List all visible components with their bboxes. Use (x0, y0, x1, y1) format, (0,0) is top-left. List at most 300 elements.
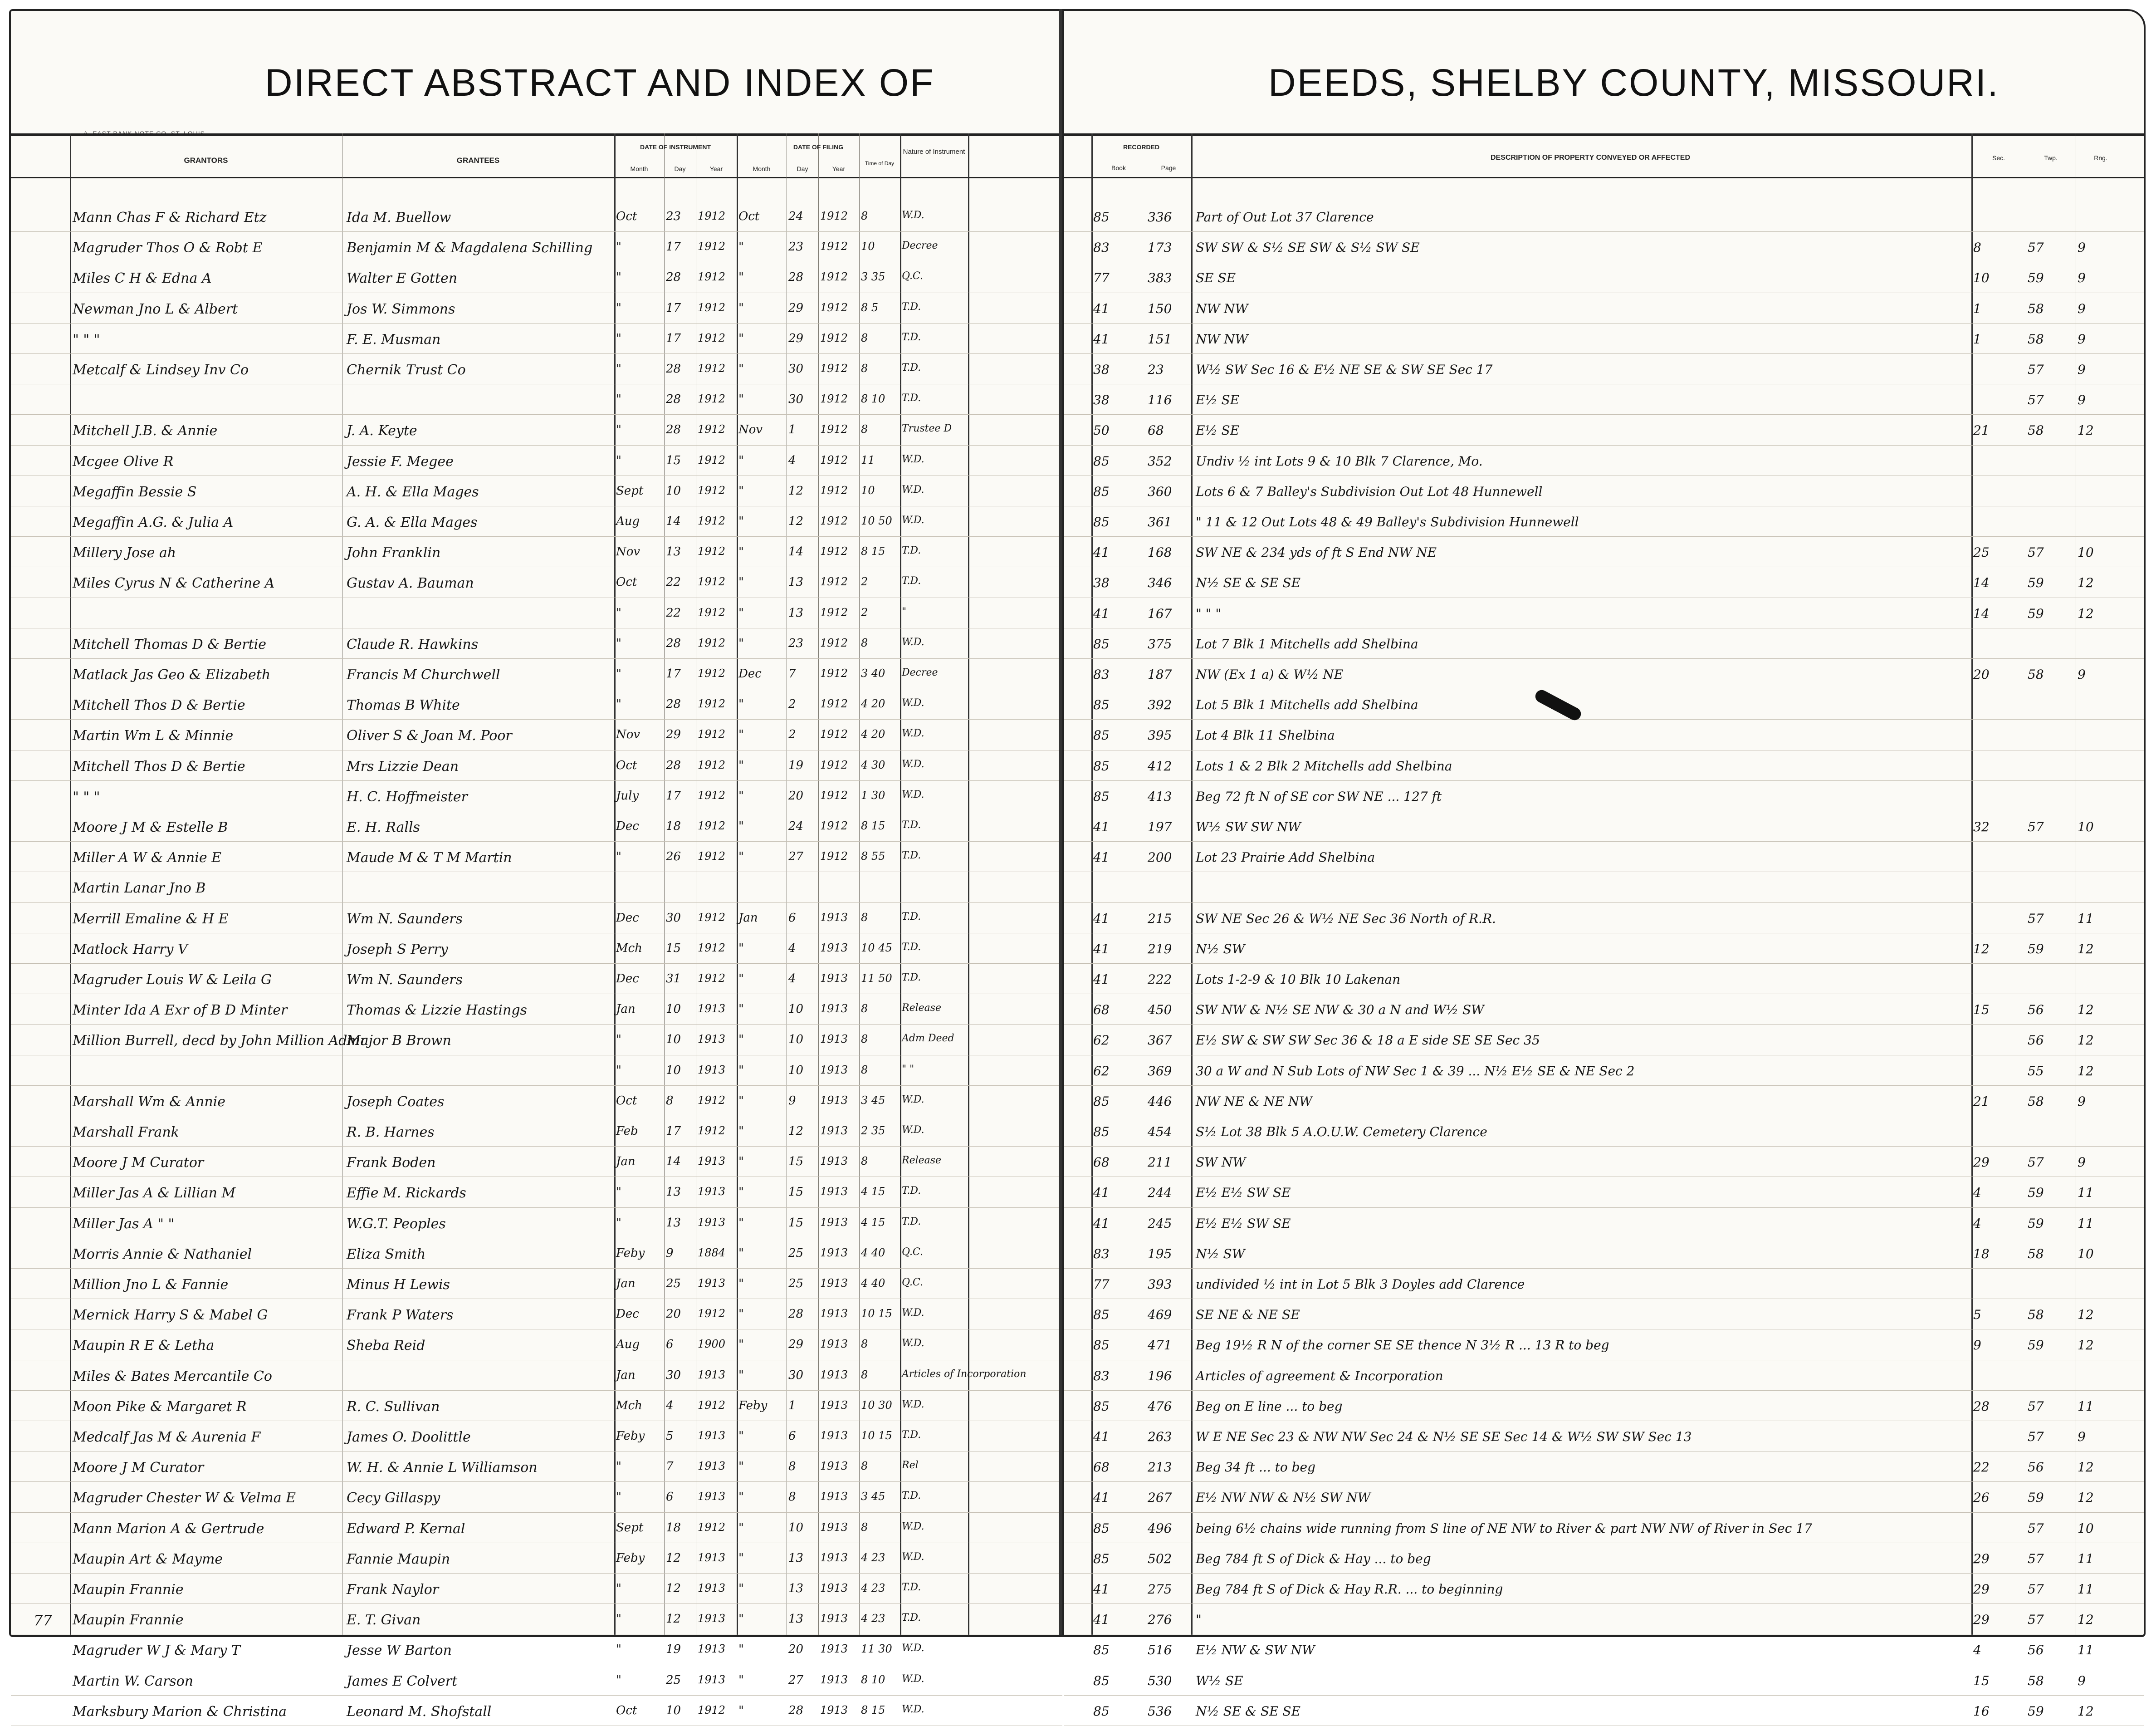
description-cell: E½ SE (1196, 423, 1240, 438)
book-cell: 62 (1093, 1033, 1110, 1048)
page-cell: 200 (1148, 850, 1172, 865)
twp-cell: 57 (2028, 545, 2044, 560)
filing-day-cell: 8 (788, 1460, 796, 1474)
twp-cell: 59 (2028, 270, 2044, 286)
filing-year-cell: 1913 (820, 1368, 848, 1381)
sec-cell: 32 (1973, 819, 1990, 834)
filing-month-cell: " (738, 331, 744, 345)
sec-cell: 26 (1973, 1490, 1990, 1505)
twp-cell: 57 (2028, 1429, 2044, 1444)
page-cell: 412 (1148, 758, 1172, 774)
filing-month-cell: " (738, 728, 744, 742)
ledger-row (1064, 598, 2144, 628)
instrument-day-cell: 28 (666, 636, 681, 650)
filing-time-cell: 4 20 (861, 697, 885, 711)
nature-cell: T.D. (902, 1582, 921, 1593)
sec-cell: 21 (1973, 423, 1990, 438)
instrument-year-cell: 1912 (698, 545, 726, 558)
instrument-day-cell: 8 (666, 1093, 674, 1108)
instrument-day-cell: 15 (666, 453, 681, 467)
filing-month-cell: " (738, 453, 744, 467)
filing-month-cell: " (738, 1429, 744, 1443)
nature-cell: W.D. (902, 210, 924, 221)
sec-cell: 29 (1973, 1612, 1990, 1628)
ledger-row (11, 1025, 1062, 1055)
page-cell: 471 (1148, 1338, 1172, 1353)
grantee-cell: F. E. Musman (347, 331, 441, 348)
book-cell: 38 (1093, 575, 1110, 591)
instrument-year-cell: 1912 (698, 423, 726, 436)
instrument-day-cell: 12 (666, 1551, 681, 1565)
instrument-month-cell: Oct (616, 1093, 637, 1108)
book-cell: 85 (1093, 1338, 1110, 1353)
filing-time-cell: 8 (861, 1063, 868, 1076)
grantee-cell: Oliver S & Joan M. Poor (347, 728, 512, 744)
grantor-cell: Megaffin Bessie S (73, 484, 197, 500)
description-cell: 30 a W and N Sub Lots of NW Sec 1 & 39 ... N½ E½ SE & NE Sec 2 (1196, 1063, 1635, 1079)
grantee-cell: A. H. & Ella Mages (347, 484, 479, 500)
grantor-cell: Mitchell J.B. & Annie (73, 423, 218, 439)
description-cell: Beg 72 ft N of SE cor SW NE ... 127 ft (1196, 789, 1442, 804)
description-cell: SW NW & N½ SE NW & 30 a N and W½ SW (1196, 1002, 1484, 1018)
grantee-cell: Jesse W Barton (347, 1643, 452, 1659)
twp-cell: 57 (2028, 1155, 2044, 1170)
filing-day-cell: 15 (788, 1185, 804, 1199)
rng-cell: 10 (2078, 1520, 2094, 1536)
twp-cell: 58 (2028, 301, 2044, 316)
ledger-row (1064, 1391, 2144, 1421)
filing-month-cell: " (738, 270, 744, 284)
instrument-day-cell: 28 (666, 758, 681, 772)
filing-time-cell: 11 (861, 453, 875, 466)
instrument-month-cell: July (616, 789, 639, 803)
filing-year-cell: 1913 (820, 1216, 848, 1229)
grantee-cell: Joseph Coates (347, 1093, 445, 1110)
instrument-day-cell: 13 (666, 545, 681, 559)
description-cell: " " " (1196, 606, 1222, 621)
book-cell: 85 (1093, 697, 1110, 713)
description-cell: Undiv ½ int Lots 9 & 10 Blk 7 Clarence, Mo. (1196, 453, 1483, 469)
instrument-day-cell: 26 (666, 850, 681, 864)
filing-month-cell: " (738, 1155, 744, 1169)
filing-month-cell: " (738, 1582, 744, 1595)
header-rule (11, 133, 1062, 136)
ledger-row (1064, 1116, 2144, 1147)
grantor-cell: Magruder Chester W & Velma E (73, 1490, 296, 1506)
book-cell: 41 (1093, 911, 1110, 926)
instrument-month-cell: " (616, 392, 621, 407)
instrument-month-cell: Dec (616, 819, 639, 833)
page-cell: 450 (1148, 1002, 1172, 1018)
description-cell: " 11 & 12 Out Lots 48 & 49 Balley's Subdivision Hunnewell (1196, 515, 1579, 530)
nature-cell: T.D. (902, 819, 921, 831)
header-book: Book (1111, 164, 1126, 172)
description-cell: E½ SE (1196, 392, 1240, 408)
rng-cell: 12 (2078, 1307, 2094, 1323)
instrument-day-cell: 22 (666, 575, 681, 589)
filing-time-cell: 10 (861, 484, 875, 497)
filing-day-cell: 30 (788, 362, 804, 376)
nature-cell: Rel (902, 1460, 919, 1471)
book-cell: 41 (1093, 941, 1110, 956)
instrument-day-cell: 4 (666, 1398, 674, 1412)
description-cell: NW NE & NE NW (1196, 1093, 1312, 1109)
rng-cell: 9 (2078, 392, 2086, 408)
filing-month-cell: " (738, 1368, 744, 1382)
twp-cell: 57 (2028, 1551, 2044, 1566)
filing-month-cell: " (738, 484, 744, 498)
filing-day-cell: 1 (788, 423, 796, 437)
instrument-year-cell: 1913 (698, 1673, 726, 1686)
rng-cell: 9 (2078, 1155, 2086, 1170)
ledger-row (11, 1147, 1062, 1177)
filing-month-cell: " (738, 789, 744, 803)
filing-month-cell: " (738, 1673, 744, 1687)
filing-month-cell: " (738, 1063, 744, 1077)
filing-month-cell: " (738, 1338, 744, 1352)
ledger-row (1064, 1025, 2144, 1055)
ledger-row (1064, 750, 2144, 781)
instrument-month-cell: Feb (616, 1124, 638, 1138)
book-cell: 77 (1093, 270, 1110, 286)
filing-day-cell: 12 (788, 1124, 804, 1138)
filing-day-cell: 29 (788, 301, 804, 315)
filing-month-cell: Nov (738, 423, 763, 437)
nature-cell: T.D. (902, 1185, 921, 1197)
instrument-day-cell: 25 (666, 1673, 681, 1687)
description-cell: SE SE (1196, 270, 1236, 286)
instrument-year-cell: 1912 (698, 1520, 726, 1534)
grantee-cell: Frank Naylor (347, 1582, 439, 1598)
nature-cell: Trustee D (902, 423, 952, 435)
filing-month-cell: " (738, 1307, 744, 1321)
filing-time-cell: 3 40 (861, 667, 885, 680)
grantee-cell: Frank Boden (347, 1155, 436, 1171)
nature-cell: T.D. (902, 1429, 921, 1441)
instrument-month-cell: Dec (616, 1307, 639, 1321)
ledger-row (11, 1665, 1062, 1696)
filing-time-cell: 8 (861, 636, 868, 649)
instrument-day-cell: 20 (666, 1307, 681, 1321)
ledger-row (1064, 1360, 2144, 1391)
instrument-day-cell: 17 (666, 1124, 681, 1138)
twp-cell: 58 (2028, 1246, 2044, 1261)
filing-day-cell: 4 (788, 972, 796, 986)
filing-month-cell: " (738, 392, 744, 407)
instrument-year-cell: 1912 (698, 911, 726, 924)
grantor-cell: Mann Chas F & Richard Etz (73, 210, 267, 226)
ledger-row (11, 1329, 1062, 1360)
filing-day-cell: 7 (788, 667, 796, 681)
filing-month-cell: " (738, 515, 744, 528)
filing-day-cell: 23 (788, 240, 804, 254)
filing-month-cell: " (738, 1124, 744, 1138)
sec-cell: 25 (1973, 545, 1990, 560)
ledger-row (1064, 1147, 2144, 1177)
grantor-cell: Merrill Emaline & H E (73, 911, 229, 927)
filing-day-cell: 28 (788, 270, 804, 284)
instrument-year-cell: 1913 (698, 1033, 726, 1046)
twp-cell: 57 (2028, 1520, 2044, 1536)
instrument-day-cell: 6 (666, 1490, 674, 1504)
instrument-month-cell: " (616, 1460, 621, 1474)
filing-time-cell: 3 35 (861, 270, 885, 284)
rng-cell: 10 (2078, 1246, 2094, 1261)
header-instrument-year: Year (709, 165, 723, 172)
ledger-row (11, 232, 1062, 262)
sec-cell: 12 (1973, 941, 1990, 956)
sec-cell: 20 (1973, 667, 1990, 682)
header-instrument-day: Day (674, 165, 686, 172)
ledger-row (11, 1451, 1062, 1482)
instrument-year-cell: 1912 (698, 484, 726, 497)
book-cell: 41 (1093, 301, 1110, 316)
twp-cell: 55 (2028, 1063, 2044, 1079)
rng-cell: 12 (2078, 575, 2094, 591)
rng-cell: 11 (2078, 1398, 2094, 1414)
book-cell: 83 (1093, 1368, 1110, 1383)
filing-time-cell: 4 15 (861, 1216, 885, 1229)
filing-year-cell: 1912 (820, 423, 848, 436)
instrument-day-cell: 25 (666, 1277, 681, 1290)
grantee-cell: James O. Doolittle (347, 1429, 471, 1445)
grantor-cell: Maupin Art & Mayme (73, 1551, 223, 1567)
ledger-row (1064, 1604, 2144, 1634)
filing-time-cell: 8 55 (861, 850, 885, 863)
grantor-cell: Miles Cyrus N & Catherine A (73, 575, 275, 592)
filing-time-cell: 4 20 (861, 728, 885, 741)
book-cell: 85 (1093, 1673, 1110, 1688)
ledger-row (1064, 1299, 2144, 1329)
rng-cell: 12 (2078, 1490, 2094, 1505)
page-cell: 367 (1148, 1033, 1172, 1048)
page-cell: 360 (1148, 484, 1172, 499)
filing-time-cell: 8 (861, 1033, 868, 1046)
nature-cell: W.D. (902, 1124, 924, 1136)
filing-month-cell: " (738, 301, 744, 315)
book-cell: 85 (1093, 1124, 1110, 1139)
book-cell: 41 (1093, 1185, 1110, 1201)
filing-day-cell: 29 (788, 1338, 804, 1352)
description-cell: undivided ½ int in Lot 5 Blk 3 Doyles add Clarence (1196, 1277, 1525, 1292)
filing-day-cell: 28 (788, 1703, 804, 1717)
description-cell: W E NE Sec 23 & NW NW Sec 24 & N½ SE SE Sec 14 & W½ SW SW Sec 13 (1196, 1429, 1692, 1444)
nature-cell: W.D. (902, 484, 924, 495)
instrument-day-cell: 10 (666, 1703, 681, 1717)
ledger-row (1064, 262, 2144, 293)
ledger-row (11, 201, 1062, 232)
nature-cell: Articles of Incorporation (902, 1368, 1027, 1380)
filing-day-cell: 10 (788, 1520, 804, 1535)
nature-cell: T.D. (902, 331, 921, 343)
instrument-year-cell: 1912 (698, 758, 726, 771)
grantor-cell: Millery Jose ah (73, 545, 176, 561)
instrument-month-cell: " (616, 1582, 621, 1595)
twp-cell: 58 (2028, 423, 2044, 438)
filing-day-cell: 12 (788, 515, 804, 528)
page-cell: 454 (1148, 1124, 1172, 1139)
description-cell: Beg 784 ft S of Dick & Hay R.R. ... to beginning (1196, 1582, 1503, 1597)
twp-cell: 57 (2028, 1398, 2044, 1414)
filing-day-cell: 10 (788, 1063, 804, 1077)
rng-cell: 9 (2078, 301, 2086, 316)
instrument-month-cell: Feby (616, 1429, 645, 1443)
filing-day-cell: 25 (788, 1246, 804, 1260)
grantee-cell: John Franklin (347, 545, 441, 561)
filing-time-cell: 2 35 (861, 1124, 885, 1137)
instrument-month-cell: " (616, 606, 621, 620)
filing-month-cell: " (738, 1612, 744, 1626)
filing-year-cell: 1913 (820, 1338, 848, 1351)
filing-year-cell: 1913 (820, 1185, 848, 1198)
sec-cell: 5 (1973, 1307, 1981, 1323)
page-cell: 502 (1148, 1551, 1172, 1566)
grantee-cell: Eliza Smith (347, 1246, 426, 1262)
grantor-cell: Maupin Frannie (73, 1582, 184, 1598)
sec-cell: 28 (1973, 1398, 1990, 1414)
page-cell: 173 (1148, 240, 1172, 255)
instrument-day-cell: 10 (666, 484, 681, 498)
instrument-day-cell: 23 (666, 210, 681, 223)
instrument-month-cell: Oct (616, 210, 637, 223)
ledger-row (1064, 354, 2144, 384)
filing-month-cell: " (738, 575, 744, 589)
ledger-row (1064, 1574, 2144, 1604)
instrument-month-cell: Sept (616, 484, 644, 498)
nature-cell: W.D. (902, 1703, 924, 1715)
filing-time-cell: 8 5 (861, 301, 879, 314)
instrument-day-cell: 7 (666, 1460, 674, 1474)
filing-time-cell: 10 15 (861, 1429, 892, 1442)
ledger-row (11, 933, 1062, 964)
ledger-row (1064, 1482, 2144, 1512)
description-cell: SW NW (1196, 1155, 1246, 1170)
page-cell: 476 (1148, 1398, 1172, 1414)
instrument-day-cell: 10 (666, 1063, 681, 1077)
rng-cell: 11 (2078, 911, 2094, 926)
sec-cell: 4 (1973, 1643, 1981, 1658)
grantor-cell: Martin Wm L & Minnie (73, 728, 234, 744)
instrument-month-cell: " (616, 850, 621, 864)
twp-cell: 57 (2028, 392, 2044, 408)
book-cell: 85 (1093, 484, 1110, 499)
instrument-day-cell: 17 (666, 301, 681, 315)
filing-day-cell: 20 (788, 789, 804, 803)
ledger-row (11, 628, 1062, 659)
filing-year-cell: 1912 (820, 819, 848, 832)
instrument-year-cell: 1913 (698, 1460, 726, 1473)
page-cell: 23 (1148, 362, 1164, 377)
grantor-cell: Mcgee Olive R (73, 453, 174, 470)
description-cell: SW SW & S½ SE SW & S½ SW SE (1196, 240, 1420, 255)
filing-month-cell: " (738, 697, 744, 711)
instrument-month-cell: Sept (616, 1520, 644, 1535)
instrument-year-cell: 1912 (698, 1703, 726, 1716)
grantor-cell: Miles C H & Edna A (73, 270, 212, 287)
description-cell: Lot 4 Blk 11 Shelbina (1196, 728, 1335, 743)
filing-day-cell: 30 (788, 1368, 804, 1382)
instrument-month-cell: Aug (616, 1338, 640, 1352)
nature-cell: W.D. (902, 453, 924, 465)
filing-day-cell: 13 (788, 575, 804, 589)
rng-cell: 12 (2078, 423, 2094, 438)
page-cell: 222 (1148, 972, 1172, 987)
filing-time-cell: 3 45 (861, 1490, 885, 1503)
book-cell: 41 (1093, 1429, 1110, 1444)
ledger-row (1064, 811, 2144, 842)
filing-month-cell: " (738, 758, 744, 772)
column-header-rule (1064, 177, 2144, 178)
sec-cell: 29 (1973, 1582, 1990, 1597)
filing-day-cell: 4 (788, 941, 796, 955)
filing-year-cell: 1912 (820, 515, 848, 527)
filing-month-cell: Jan (738, 911, 758, 925)
filing-year-cell: 1913 (820, 1429, 848, 1442)
instrument-day-cell: 17 (666, 789, 681, 803)
instrument-day-cell: 30 (666, 1368, 681, 1382)
ledger-row (11, 964, 1062, 994)
twp-cell: 56 (2028, 1460, 2044, 1475)
ledger-row (1064, 1421, 2144, 1451)
sec-cell: 1 (1973, 331, 1981, 347)
filing-year-cell: 1913 (820, 1490, 848, 1503)
twp-cell: 59 (2028, 1338, 2044, 1353)
book-cell: 50 (1093, 423, 1110, 438)
instrument-year-cell: 1912 (698, 210, 726, 222)
instrument-month-cell: Jan (616, 1155, 636, 1169)
instrument-year-cell: 1913 (698, 1551, 726, 1564)
twp-cell: 59 (2028, 1703, 2044, 1719)
instrument-month-cell: " (616, 667, 621, 681)
filing-day-cell: 10 (788, 1002, 804, 1016)
nature-cell: T.D. (902, 850, 921, 862)
rng-cell: 11 (2078, 1643, 2094, 1658)
book-cell: 38 (1093, 392, 1110, 408)
ledger-row (11, 1421, 1062, 1451)
grantee-cell: Chernik Trust Co (347, 362, 466, 378)
ledger-row (11, 1482, 1062, 1512)
grantee-cell: Wm N. Saunders (347, 972, 463, 988)
header-page: Page (1161, 164, 1176, 172)
filing-month-cell: " (738, 240, 744, 254)
ledger-row (11, 1299, 1062, 1329)
filing-year-cell: 1913 (820, 941, 848, 954)
ledger-row (11, 415, 1062, 445)
instrument-month-cell: " (616, 453, 621, 467)
description-cell: SW NE & 234 yds of ft S End NW NE (1196, 545, 1437, 560)
page-cell: 369 (1148, 1063, 1172, 1079)
grantor-cell: Miller Jas A & Lillian M (73, 1185, 236, 1201)
rng-cell: 9 (2078, 270, 2086, 286)
header-rule (1064, 133, 2144, 136)
sec-cell: 10 (1973, 270, 1990, 286)
instrument-year-cell: 1912 (698, 240, 726, 253)
grantee-cell: W.G.T. Peoples (347, 1216, 446, 1232)
instrument-day-cell: 15 (666, 941, 681, 955)
description-cell: N½ SW (1196, 941, 1245, 956)
instrument-month-cell: " (616, 1673, 621, 1687)
ledger-row (1064, 1329, 2144, 1360)
twp-cell: 59 (2028, 575, 2044, 591)
grantor-cell: Medcalf Jas M & Aurenia F (73, 1429, 261, 1445)
ledger-row (11, 1208, 1062, 1238)
filing-day-cell: 20 (788, 1643, 804, 1657)
instrument-day-cell: 28 (666, 423, 681, 437)
filing-month-cell: " (738, 1002, 744, 1016)
grantee-cell: Claude R. Hawkins (347, 636, 479, 652)
filing-year-cell: 1913 (820, 1673, 848, 1686)
instrument-year-cell: 1912 (698, 667, 726, 680)
